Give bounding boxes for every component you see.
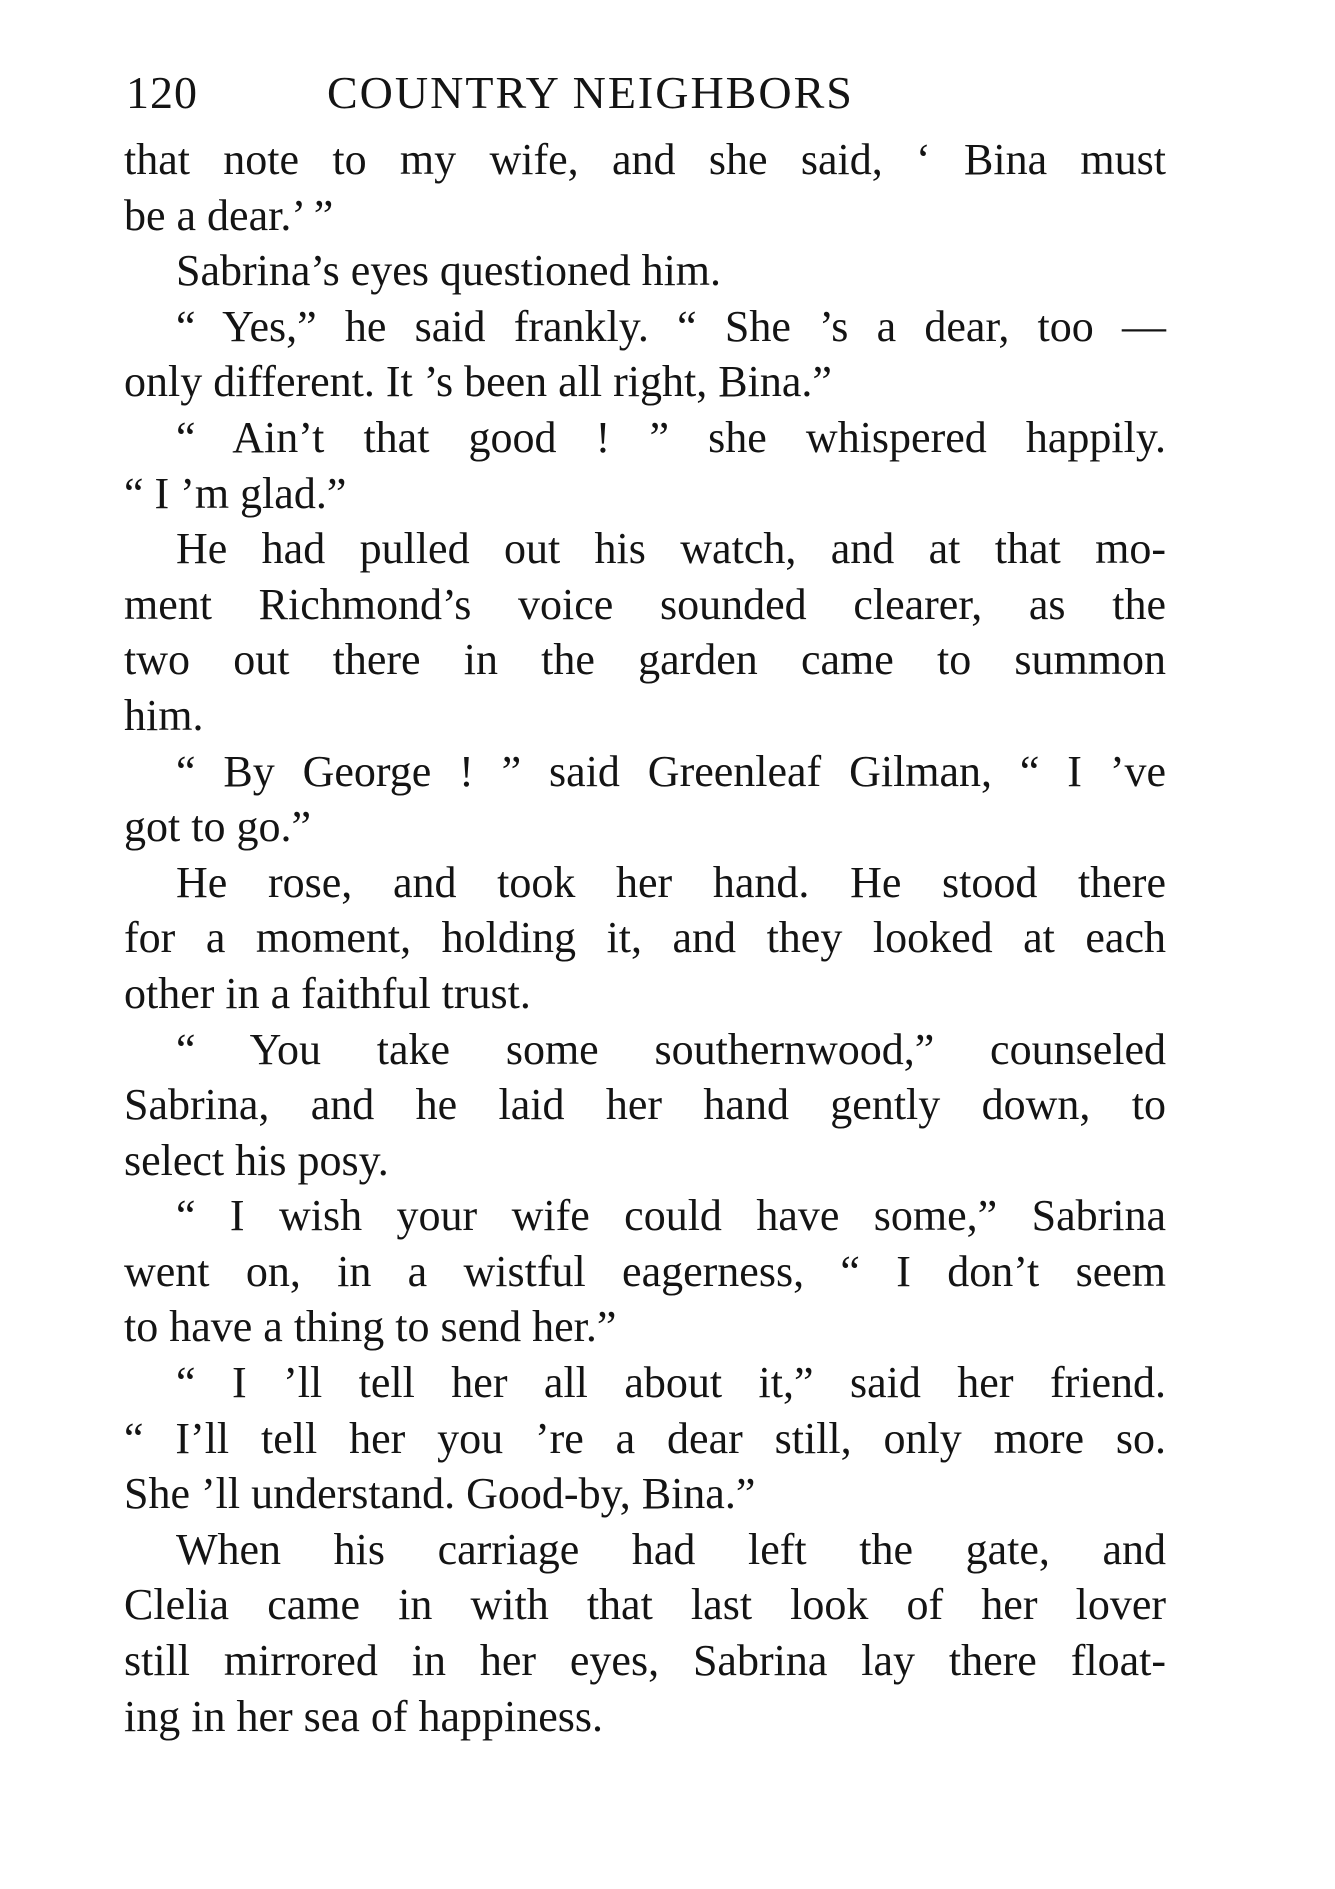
text-line: to have a thing to send her.” <box>124 1302 617 1352</box>
text-line: got to go.” <box>124 802 311 852</box>
text-line: ing in her sea of happiness. <box>124 1691 603 1741</box>
text-line: him. <box>124 690 204 740</box>
text-line: “ You take some southernwood,” counseled <box>176 1024 1166 1074</box>
text-line: “ I wish your wife could have some,” Sabrina <box>176 1191 1166 1241</box>
text-line: He had pulled out his watch, and at that mo- <box>176 524 1166 574</box>
text-line: be a dear.’ ” <box>124 190 334 240</box>
text-line: “ I ’ll tell her all about it,” said her friend. <box>176 1358 1166 1408</box>
page-header <box>124 58 1166 128</box>
text-line: other in a faithful trust. <box>124 968 531 1018</box>
text-line: only different. It ’s been all right, Bina.” <box>124 357 832 407</box>
text-line: “ Ain’t that good ! ” she whispered happily. <box>176 412 1166 462</box>
text-line: “ I ’m glad.” <box>124 468 347 518</box>
text-line: “ Yes,” he said frankly. “ She ’s a dear, too — <box>176 301 1166 351</box>
text-line: Sabrina, and he laid her hand gently down, to <box>124 1080 1166 1130</box>
text-line: for a moment, holding it, and they looked at each <box>124 913 1166 963</box>
text-line: Clelia came in with that last look of her lover <box>124 1580 1166 1630</box>
text-line: “ By George ! ” said Greenleaf Gilman, “ I ’ve <box>176 746 1166 796</box>
page-number: 120 <box>126 67 198 118</box>
text-line: ment Richmond’s voice sounded clearer, as the <box>124 579 1166 629</box>
book-page <box>124 58 1166 1744</box>
text-line: He rose, and took her hand. He stood there <box>176 857 1166 907</box>
body-text <box>124 132 1166 1744</box>
text-line: “ I’ll tell her you ’re a dear still, only more so. <box>124 1413 1166 1463</box>
text-line: still mirrored in her eyes, Sabrina lay there float- <box>124 1636 1166 1686</box>
text-line: that note to my wife, and she said, ‘ Bina must <box>124 135 1166 184</box>
text-line: went on, in a wistful eagerness, “ I don’t seem <box>124 1246 1166 1296</box>
text-line: When his carriage had left the gate, and <box>176 1524 1166 1574</box>
text-line: Sabrina’s eyes questioned him. <box>176 246 722 296</box>
text-line: select his posy. <box>124 1135 389 1185</box>
running-title: COUNTRY NEIGHBORS <box>327 67 854 118</box>
text-line: two out there in the garden came to summon <box>124 635 1166 685</box>
text-line: She ’ll understand. Good-by, Bina.” <box>124 1469 756 1519</box>
